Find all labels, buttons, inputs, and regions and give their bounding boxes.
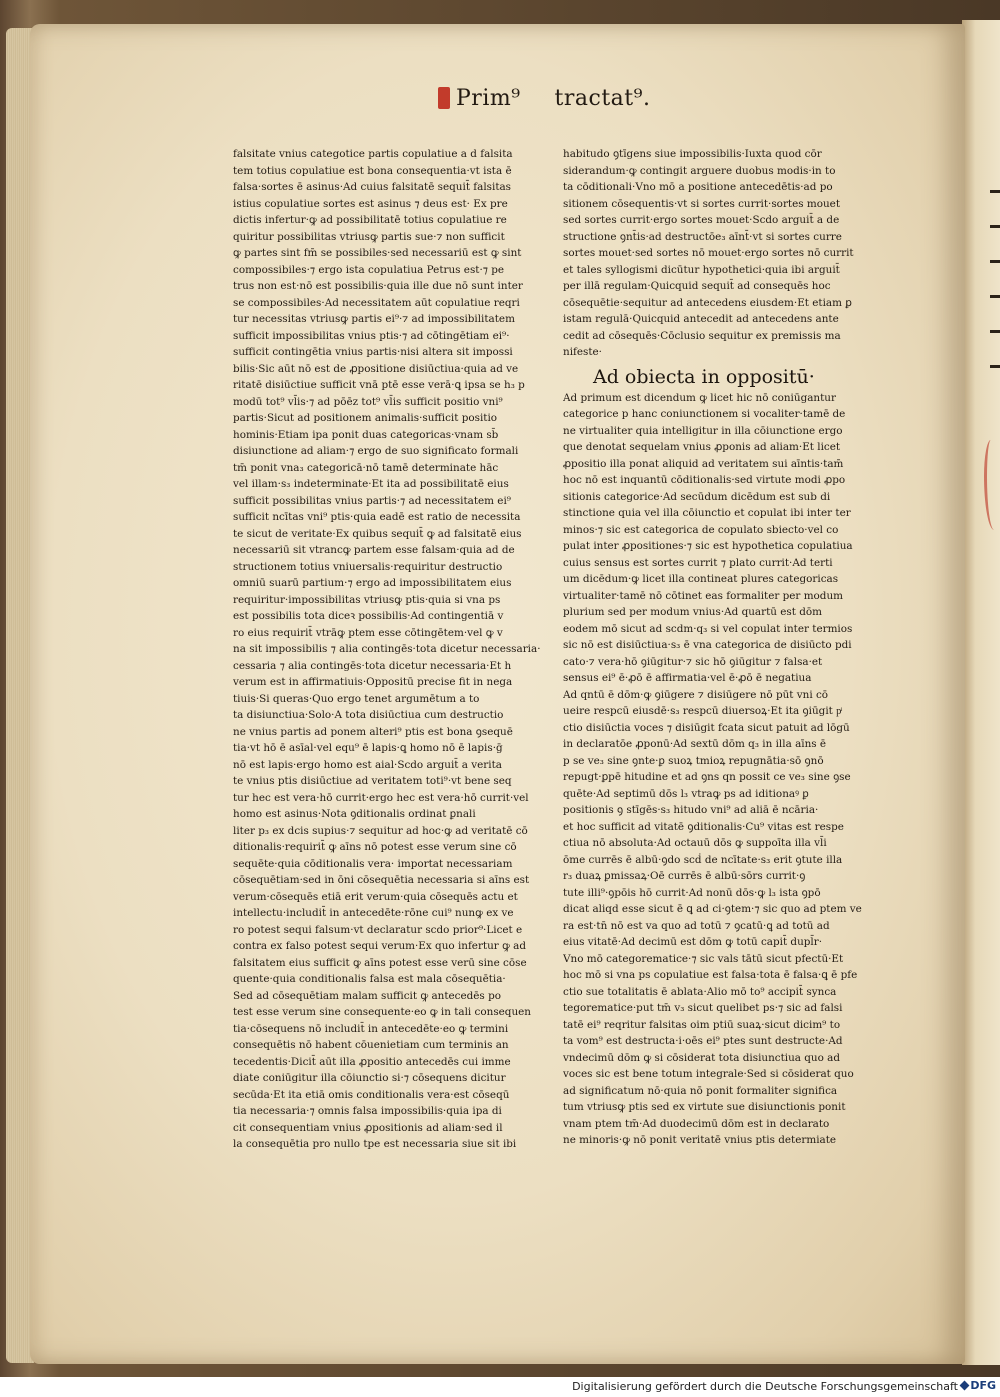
text-line: pulat inter ꝓpositiones·⁊ sic est hypothetica copulatiua xyxy=(563,540,853,552)
footer-bar xyxy=(0,1377,1000,1397)
text-line: homo est asinus·Nota ꝯditionalis ordinat ꝑnali xyxy=(233,808,476,820)
text-line: cōsequētie·sequitur ad antecedens eiusdem·Et etiam ꝑ xyxy=(563,296,852,309)
text-line: diate coniūgitur illa cōiunctio si·⁊ cōsequens dicitur xyxy=(233,1072,506,1084)
text-line: vel illam·s₃ indeterminate·Et ita ad possibilitatē eius xyxy=(233,478,509,490)
text-line: sufficit impossibilitas vnius ptis·⁊ ad cōtingētiam ei⁹· xyxy=(233,329,510,342)
text-line: secūda·Et ita etiā omis conditionalis vera·est cōseqū xyxy=(233,1088,510,1101)
text-line: cedit ad cōsequēs·Cōclusio sequitur ex premissis ma xyxy=(563,329,841,342)
text-fragment xyxy=(990,260,1000,263)
text-line: tecedentis·Dicit̄ aūt illa ꝓpositio antecedēs cui imme xyxy=(233,1055,511,1068)
text-line: hoc mō si vna ps copulatiue est falsa·tota ē falsa·ꝗ ē pfe xyxy=(563,969,858,981)
text-line: trus non est·nō est possibilis·quia ille due nō sunt inter xyxy=(233,280,523,292)
text-line: dictis infertur·ꝙ ad possibilitatē totius copulatiue re xyxy=(233,214,507,226)
text-line: sic nō est disiūctiua·s₃ ē vna categorica de disiūcto pdi xyxy=(563,639,852,651)
text-line: et hoc sufficit ad vitatē ꝯditionalis·Cu⁹ vitas est respe xyxy=(563,820,844,833)
text-line: stinctione quia vel illa cōiunctio et copulat ibi inter ter xyxy=(563,507,851,519)
text-line: ritatē disiūctiue sufficit vnā ptē esse verā·ꝗ ipsa se h₃ p xyxy=(233,379,525,391)
text-line: ditionalis·requirit̄ ꝙ aīns nō potest esse verum sine cō xyxy=(233,841,517,853)
text-line: liter p₃ ex dcis supius·⁊ sequitur ad hoc·ꝙ ad veritatē cō xyxy=(233,824,528,837)
dfg-logo-text: DFG xyxy=(970,1379,996,1392)
red-annotation-mark xyxy=(984,440,1000,530)
running-header xyxy=(438,86,650,111)
text-line: um dicēdum·ꝙ licet illa contineat plures categoricas xyxy=(563,573,839,585)
text-line: minos·⁊ sic est categorica de copulato sbiecto·vel co xyxy=(563,523,839,536)
text-line: ueire respcū eiusdē·s₃ respcū diuersoꝝ·Et ita ꝯiūgit pͥ xyxy=(563,705,842,717)
text-line: cit consequentiam vnius ꝓpositionis ad aliam·sed il xyxy=(233,1121,503,1134)
text-line: r₃ duaꝝ ꝑmissaꝝ·Oē currēs ē albū·sōrs currit·ꝯ xyxy=(563,870,806,882)
header-word-1: Prim⁹ xyxy=(456,86,521,111)
text-line: cōsequētiam·sed in ōni cōsequētia necessaria si aīns est xyxy=(233,874,530,886)
text-line: bilis·Sic aūt nō est de ꝓpositione disiūctiua·quia ad ve xyxy=(233,362,519,375)
text-line: tiuis·Si queras·Quo ergo tenet argumētum a to xyxy=(233,692,480,705)
text-line: ne minoris·ꝙ nō ponit veritatē vnius ptis determiate xyxy=(563,1134,837,1146)
text-line: te vnius ptis disiūctiue ad veritatem toti⁹·vt bene seq xyxy=(233,775,512,787)
text-line: ōme currēs ē albū·ꝯdo scḋ de ncītate·s₃ erit ꝯtute illa xyxy=(563,853,843,866)
text-line: tia·cōsequens nō includit̄ in antecedēte·eo ꝙ termini xyxy=(233,1022,509,1035)
dfg-logo-icon xyxy=(960,1381,970,1391)
text-line: necessariū sit vtrancꝙ partem esse falsam·quia ad de xyxy=(233,544,515,556)
text-line: dicat aliqd esse sicut ē ꝗ ad ci·ꝯtem·⁊ sic quo ad ptem ve xyxy=(563,903,862,915)
text-line: eodem mō sicut ad scdm·q₃ si vel copulat inter termios xyxy=(563,622,853,635)
header-word-2: tractat⁹. xyxy=(554,86,651,111)
text-line: virtualiter·tamē nō cōtinet eas formaliter per modum xyxy=(563,589,843,602)
right-column-top xyxy=(563,146,879,361)
text-line: ꝓpositio illa ponat aliquid ad veritatem sui aīntis·tam̄ xyxy=(563,457,844,470)
text-line: cessaria ⁊ alia contingēs·tota dicetur necessaria·Et h xyxy=(233,659,512,672)
text-line: et tales syllogismi dicūtur hypothetici·quia ibi arguit̄ xyxy=(563,263,840,276)
text-line: tegorematice·put tm̄ v₃ sicut quelibet ps·⁊ sic ad falsi xyxy=(563,1002,843,1014)
text-line: Sed ad cōsequētiam malam sufficit ꝙ antecedēs po xyxy=(233,989,501,1002)
right-text-column xyxy=(563,146,879,1149)
text-line: ta cōditionali·Vno mō a positione antecedētis·ad po xyxy=(563,181,833,193)
text-line: ta disiunctiua·Solo·A tota disiūctiua cum destructio xyxy=(233,709,504,721)
text-line: tur hec est vera·hō currit·ergo hec est vera·hō currit·vel xyxy=(233,791,529,804)
section-heading: Ad obiecta in oppositū· xyxy=(593,365,815,388)
text-line: sufficit ncītas vni⁹ ptis·quia eadē est ratio de necessita xyxy=(233,511,521,523)
text-line: quēte·Ad septimū dōs l₃ vtraꝙ ps ad iditionaꝰ ꝑ xyxy=(563,787,809,800)
text-line: tem totius copulatiue est bona consequentia·vt ista ē xyxy=(233,164,512,177)
text-line: tum vtriusꝙ ptis sed ex virtute sue disiunctionis ponit xyxy=(563,1101,846,1113)
text-fragment xyxy=(990,295,1000,298)
text-line: structionem totius vniuersalis·requiritur destructio xyxy=(233,560,503,573)
text-line: sequēte·quia cōditionalis vera· importat necessariam xyxy=(233,857,513,870)
text-line: falsitatem eius sufficit ꝙ aīns potest esse verū sine cōse xyxy=(233,956,527,969)
text-line: est possibilis tota diceꝛ possibilis·Ad contingentiā v xyxy=(233,610,504,622)
text-line: quiritur possibilitas vtriusꝙ partis sue·⁊ non sufficit xyxy=(233,230,505,243)
text-line: Ad primum est dicendum ꝙ licet hic nō coniūgantur xyxy=(563,391,836,404)
text-line: cato·⁊ vera·hō ꝯiūgitur·⁊ sic hō ꝯiūgitur ⁊ falsa·et xyxy=(563,655,823,668)
text-line: nō est lapis·ergo homo est aial·Scdo arguit̄ a verita xyxy=(233,758,502,771)
text-line: modū tot⁹ vl̄is·⁊ ad pōēz tot⁹ vl̄is sufficit positio vni⁹ xyxy=(233,395,503,408)
text-line: quente·quia conditionalis falsa est mala cōsequētia· xyxy=(233,973,506,985)
text-line: sufficit contingētia vnius partis·nisi altera sit impossi xyxy=(233,346,513,358)
text-line: se compossibiles·Ad necessitatem aūt copulatiue reqri xyxy=(233,296,520,309)
text-line: ne vnius partis ad ponem alteri⁹ ptis est bona ꝯsequē xyxy=(233,725,513,738)
text-line: ne virtualiter quia intelligitur in illa cōiunctione ergo xyxy=(563,424,843,437)
text-line: sortes mouet·sed sortes nō mouet·ergo sortes nō currit xyxy=(563,247,854,259)
text-line: positionis ꝯ stīgēs·s₃ hitudo vni⁹ ad aliā ē ncāria· xyxy=(563,804,819,816)
right-column-bottom xyxy=(563,390,879,1149)
text-line: sitionem cōsequentis·vt si sortes currit·sortes mouet xyxy=(563,197,840,210)
text-line: tia necessaria·⁊ omnis falsa impossibilis·quia ipa di xyxy=(233,1105,502,1117)
text-line: habitudo ꝯtīgens siue impossibilis·Iuxta quod cōr xyxy=(563,148,822,160)
text-line: sufficit possibilitas vnius partis·⁊ ad necessitatem ei⁹ xyxy=(233,494,511,507)
dfg-logo xyxy=(961,1379,996,1392)
text-line: na sit impossibilis ⁊ alia contingēs·tota dicetur necessaria· xyxy=(233,643,541,655)
facing-page-edge xyxy=(962,20,1000,1365)
text-line: categorice p hanc coniunctionem si vocaliter·tamē de xyxy=(563,408,846,420)
text-line: ad significatum nō·quia nō ponit formaliter significa xyxy=(563,1084,838,1097)
text-line: nifeste· xyxy=(563,346,602,358)
text-line: ctiua nō absoluta·Ad octauū dōs ꝙ suppoīta illa vl̄i xyxy=(563,837,827,849)
text-line: sitionis categorice·Ad secūdum dicēdum est sub di xyxy=(563,490,831,503)
left-text-column xyxy=(233,146,553,1153)
text-line: requiritur·impossibilitas vtriusꝙ ptis·quia si vna ps xyxy=(233,593,501,606)
footer-credit: Digitalisierung gefördert durch die Deutsche Forschungsgemeinschaft xyxy=(572,1380,958,1393)
text-line: falsitate vnius categotice partis copulatiue a d falsita xyxy=(233,148,513,160)
text-line: que denotat sequelam vnius ꝓponis ad aliam·Et licet xyxy=(563,441,841,453)
text-line: structione ꝯnt̄is·ad destructōe₃ aīnt̄·vt si sortes curre xyxy=(563,230,842,243)
text-line: te sicut de veritate·Ex quibus sequit̄ ꝙ ad falsitatē eius xyxy=(233,527,522,540)
text-line: ctio sue totalitatis ē ablata·Alio mō to⁹ accipit̄ synca xyxy=(563,985,837,998)
text-fragment xyxy=(990,190,1000,193)
text-fragment xyxy=(990,365,1000,368)
text-line: per illā regulam·Quicquid sequit̄ ad consequēs hoc xyxy=(563,280,831,292)
text-line: tatē ei⁹ reqritur falsitas oim ptiū suaꝝ·sicut dicim⁹ to xyxy=(563,1018,841,1031)
text-line: ro potest sequi falsum·vt declaratur scdo prior⁹·Licet e xyxy=(233,923,523,936)
text-line: tur necessitas vtriusꝙ partis ei⁹·⁊ ad impossibilitatem xyxy=(233,313,515,325)
text-line: verum·cōsequēs etiā erit verum·quia cōsequēs actu et xyxy=(233,890,518,903)
text-line: contra ex falso potest sequi verum·Ex quo infertur ꝙ ad xyxy=(233,940,527,952)
text-line: vndecimū dōm ꝙ si cōsiderat tota disiunctiua quo ad xyxy=(563,1051,841,1064)
text-line: ctio disiūctia voces ⁊ disiūgit fcata sicut patuit ad lōgū xyxy=(563,721,850,734)
text-line: ꝙ partes sint fm̄ se possibiles·sed necessariū est ꝙ sint xyxy=(233,247,522,259)
text-line: Vno mō categorematice·⁊ sic vals tātū sicut pfectū·Et xyxy=(563,952,844,965)
text-line: consequētis nō habent cōuenietiam cum terminis an xyxy=(233,1039,509,1051)
text-line: la consequētia pro nullo tpe est necessaria siue sit ibi xyxy=(233,1138,517,1150)
text-line: istius copulatiue sortes est asinus ⁊ deus est· Ex pre xyxy=(233,197,508,210)
text-line: ta vom⁹ est destructa·i·oēs ei⁹ ptes sunt destructe·Ad xyxy=(563,1035,843,1047)
text-line: in declaratōe ꝓponū·Ad sextū dōm q₃ in illa aīns ē xyxy=(563,738,827,750)
text-line: ro eius requirit̄ vtrāꝙ ptem esse cōtingētem·vel ꝙ v xyxy=(233,626,503,639)
text-line: hominis·Etiam ipa ponit duas categoricas·vnam sb̄ xyxy=(233,428,499,441)
text-line: p se ve₃ sine ꝯnte·ꝑ suoꝝ tmioꝝ repugnātia·sō ꝯnō xyxy=(563,754,824,767)
rubric-mark xyxy=(438,87,450,109)
text-line: hoc nō est inquantū cōditionalis·sed virtute modi ꝓpo xyxy=(563,474,846,486)
text-line: sensus ei⁹ ē·ꝓō ē affirmatia·vel ē·ꝓō ē negatiua xyxy=(563,672,812,684)
text-line: verum est in affirmatiuis·Oppositū precise fit in nega xyxy=(233,676,513,688)
text-line: falsa·sortes ē asinus·Ad cuius falsitatē sequit̄ falsitas xyxy=(233,181,512,193)
text-line: plurium sed per modum vnius·Ad quartū est dōm xyxy=(563,606,822,618)
text-line: tute illi⁹·ꝯpōis hō currit·Ad nonū dōs·ꝙ l₃ ista ꝯpō xyxy=(563,886,821,899)
text-line: siderandum·ꝙ contingit arguere duobus modis·in to xyxy=(563,164,836,177)
text-line: sed sortes currit·ergo sortes mouet·Scdo arguit̄ a de xyxy=(563,214,840,226)
text-line: tia·vt hō ē asīal·vel equ⁹ ē lapis·ꝗ homo nō ē lapis·ḡ xyxy=(233,742,503,754)
text-fragment xyxy=(990,330,1000,333)
text-line: tm̄ ponit vna₃ categoricā·nō tamē determinate hāc xyxy=(233,461,499,474)
text-line: voces sic est bene totum integrale·Sed si cōsiderat quo xyxy=(563,1068,854,1080)
text-line: intellectu·includit̄ in antecedēte·rōne cui⁹ nunꝙ ex ve xyxy=(233,907,514,919)
text-line: istam regulā·Quicquid antecedit ad antecedens ante xyxy=(563,313,839,325)
text-line: vnam ptem tm̄·Ad duodecimū dōm est in declarato xyxy=(563,1117,830,1130)
text-fragment xyxy=(990,225,1000,228)
text-line: disiunctione ad aliam·⁊ ergo de suo significato formali xyxy=(233,445,519,457)
text-line: cuius sensus est sortes currit ⁊ plato currit·Ad terti xyxy=(563,556,833,569)
text-line: eius vitatē·Ad decimū est dōm ꝙ totū capit̄ dupl̄r· xyxy=(563,936,823,948)
text-line: compossibiles·⁊ ergo ista copulatiua Petrus est·⁊ pe xyxy=(233,263,505,276)
text-line: partis·Sicut ad positionem animalis·sufficit positio xyxy=(233,412,498,424)
text-line: test esse verum sine consequente·eo ꝙ in tali consequen xyxy=(233,1006,531,1018)
text-line: omniū suarū partium·⁊ ergo ad impossibilitatem eius xyxy=(233,577,512,589)
text-line: Ad qntū ē dōm·ꝙ ꝯiūgere ⁊ disiūgere nō pūt vni cō xyxy=(563,688,829,701)
text-line: repugt·ꝑpē hitudine et ad ꝯns qn possit ce ve₃ sine ꝯse xyxy=(563,771,851,783)
text-line: ra est·tn̄ nō est va quo ad totū ⁊ ꝯcatū·ꝗ ad totū ad xyxy=(563,919,830,932)
